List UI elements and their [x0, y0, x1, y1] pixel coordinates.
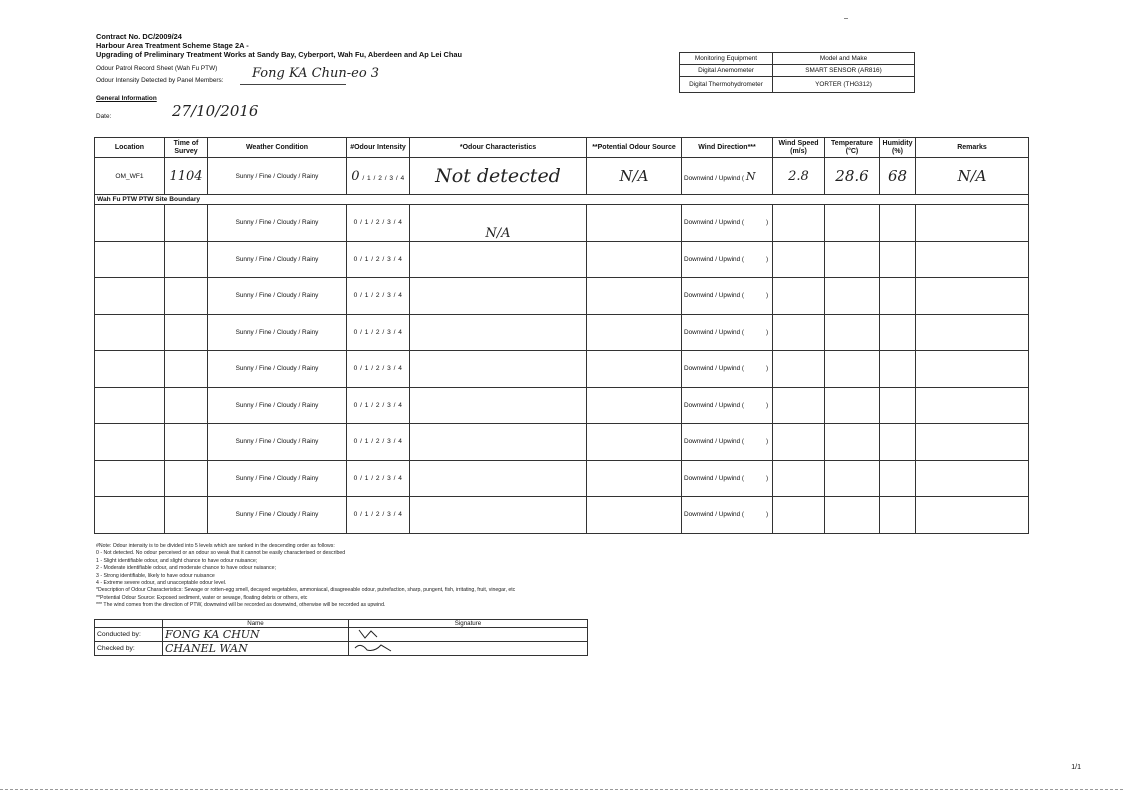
- wind-options: Downwind / Upwind (: [684, 401, 745, 409]
- humidity-cell: 68: [880, 158, 916, 195]
- table-row: [95, 241, 1029, 278]
- table-row: [95, 314, 1029, 351]
- weather-cell: Sunny / Fine / Cloudy / Rainy: [208, 497, 347, 534]
- weather-cell: Sunny / Fine / Cloudy / Rainy: [208, 460, 347, 497]
- remarks-cell: [916, 205, 1029, 242]
- wind-options: Downwind / Upwind (: [684, 219, 745, 227]
- checked-row: [95, 642, 588, 656]
- wind-direction-cell: [682, 497, 773, 534]
- time-cell: [165, 387, 208, 424]
- col-temperature: Temperature (°C): [825, 138, 880, 158]
- section-row: [95, 195, 1029, 205]
- intensity-cell: 0 / 1 / 2 / 3 / 4: [347, 278, 410, 315]
- note-line: *Description of Odour Characteristics: Sewage or rotten-egg smell, decayed vegetables, ammoniacal, disagreeable odour, putrefaction, sharp, pungent, fish, irritating, fruit, vinegar, etc: [96, 587, 516, 594]
- intensity-cell: 0 / 1 / 2 / 3 / 4: [347, 424, 410, 461]
- signature-scribble: [351, 628, 391, 639]
- wind-options: Downwind / Upwind (: [684, 438, 745, 446]
- col-wind-speed: Wind Speed (m/s): [773, 138, 825, 158]
- note-line: #Note: Odour intensity is to be divided into 5 levels which are ranked in the descending order as follows:: [96, 543, 335, 549]
- wind-options: Downwind / Upwind (: [684, 365, 745, 373]
- note-line: *** The wind comes from the direction of PTW, downwind will be recorded as downwind, otherwise will be recorded as upwind.: [96, 602, 386, 609]
- equipment-name: Digital Thermohydrometer: [680, 77, 773, 93]
- temperature-cell: [825, 278, 880, 315]
- wind-options: Downwind / Upwind (: [684, 174, 745, 182]
- characteristics-cell: N/A: [410, 205, 587, 242]
- wind-direction-cell: [682, 351, 773, 388]
- wind-direction-cell: [682, 314, 773, 351]
- wind-speed-cell: [773, 278, 825, 315]
- panel-underline: [240, 84, 346, 85]
- intensity-cell: 0 / 1 / 2 / 3 / 4: [347, 314, 410, 351]
- wind-speed-cell: 2.8: [773, 158, 825, 195]
- source-cell: [587, 241, 682, 278]
- remarks-cell: [916, 241, 1029, 278]
- source-cell: [587, 387, 682, 424]
- wind-speed-cell: [773, 314, 825, 351]
- col-source: **Potential Odour Source: [587, 138, 682, 158]
- remarks-cell: N/A: [916, 158, 1029, 195]
- intensity-cell: 0 / 1 / 2 / 3 / 4: [347, 387, 410, 424]
- wind-speed-cell: [773, 241, 825, 278]
- temperature-cell: [825, 314, 880, 351]
- signature-head: Signature: [349, 620, 588, 628]
- odour-patrol-table: [94, 137, 1029, 534]
- remarks-cell: [916, 278, 1029, 315]
- checked-name: CHANEL WAN: [163, 642, 349, 656]
- temperature-cell: [825, 460, 880, 497]
- characteristics-cell: [410, 497, 587, 534]
- section-label: Wah Fu PTW PTW Site Boundary: [95, 195, 1029, 205]
- wind-speed-cell: [773, 497, 825, 534]
- equipment-row: [680, 77, 915, 93]
- wind-close: ): [766, 255, 769, 263]
- table-row: [95, 460, 1029, 497]
- blank-head: [95, 620, 163, 628]
- weather-cell: [208, 158, 347, 195]
- wind-options: Downwind / Upwind (: [684, 511, 745, 519]
- conducted-signature: [349, 628, 588, 642]
- panel-member-handwriting: Fong KA Chun-eo 3: [252, 66, 380, 81]
- remarks-cell: [916, 460, 1029, 497]
- source-cell: [587, 497, 682, 534]
- humidity-cell: [880, 351, 916, 388]
- source-cell: N/A: [587, 158, 682, 195]
- humidity-cell: [880, 387, 916, 424]
- weather-cell: Sunny / Fine / Cloudy / Rainy: [208, 424, 347, 461]
- note-line: **Potential Odour Source: Exposed sediment, water or sewage, floating debris or others, etc: [96, 594, 308, 601]
- time-cell: [165, 351, 208, 388]
- scheme-title: Harbour Area Treatment Scheme Stage 2A -: [96, 41, 249, 50]
- wind-direction-value: N: [745, 169, 756, 183]
- intensity-cell: 0 / 1 / 2 / 3 / 4: [347, 460, 410, 497]
- source-cell: [587, 205, 682, 242]
- wind-close: ): [766, 401, 769, 409]
- characteristics-cell: [410, 460, 587, 497]
- col-weather: Weather Condition: [208, 138, 347, 158]
- humidity-cell: [880, 241, 916, 278]
- location-cell: [95, 351, 165, 388]
- wind-speed-cell: [773, 351, 825, 388]
- remarks-cell: [916, 387, 1029, 424]
- characteristics-cell: [410, 387, 587, 424]
- time-cell: [165, 314, 208, 351]
- table-row: [95, 158, 1029, 195]
- equipment-model: YORTER (THG312): [773, 77, 915, 93]
- page-number: 1/1: [1071, 764, 1081, 771]
- location-cell: [95, 424, 165, 461]
- remarks-cell: [916, 497, 1029, 534]
- wind-close: ): [766, 219, 769, 227]
- date-label: Date:: [96, 113, 112, 120]
- source-cell: [587, 460, 682, 497]
- wind-speed-cell: [773, 460, 825, 497]
- location-cell: [95, 460, 165, 497]
- note-line: 2 - Moderate identifiable odour, and moderate chance to have odour nuisance;: [96, 565, 276, 572]
- signature-scribble: [351, 642, 411, 653]
- wind-close: ): [766, 511, 769, 519]
- col-characteristics: *Odour Characteristics: [410, 138, 587, 158]
- table-row: [95, 205, 1029, 242]
- sheet-title: Odour Patrol Record Sheet (Wah Fu PTW): [96, 65, 218, 72]
- table-row: [95, 387, 1029, 424]
- source-cell: [587, 424, 682, 461]
- equipment-header-row: [680, 53, 915, 65]
- wind-options: Downwind / Upwind (: [684, 474, 745, 482]
- wind-direction-cell: [682, 387, 773, 424]
- col-time: Time of Survey: [165, 138, 208, 158]
- bottom-divider: [0, 789, 1123, 790]
- source-cell: [587, 351, 682, 388]
- time-cell: [165, 424, 208, 461]
- humidity-cell: [880, 314, 916, 351]
- source-cell: [587, 278, 682, 315]
- panel-label: Odour Intensity Detected by Panel Members:: [96, 77, 224, 84]
- note-line: 0 - Not detected. No odour perceived or an odour so weak that it cannot be easily characterised or described: [96, 550, 346, 557]
- wind-close: ): [766, 438, 769, 446]
- wind-direction-cell: [682, 460, 773, 497]
- characteristics-cell: [410, 351, 587, 388]
- wind-options: Downwind / Upwind (: [684, 292, 745, 300]
- works-title: Upgrading of Preliminary Treatment Works at Sandy Bay, Cyberport, Wah Fu, Aberdeen and Ap Lei Chau: [96, 50, 463, 59]
- remarks-cell: [916, 424, 1029, 461]
- notes: [96, 543, 515, 610]
- intensity-circled-value: 0: [351, 168, 361, 184]
- temperature-cell: [825, 241, 880, 278]
- model-head: Model and Make: [773, 53, 915, 65]
- location-cell: [95, 387, 165, 424]
- wind-direction-cell: [682, 424, 773, 461]
- intensity-cell: 0 / 1 / 2 / 3 / 4: [347, 351, 410, 388]
- col-wind-direction: Wind Direction***: [682, 138, 773, 158]
- table-row: [95, 351, 1029, 388]
- weather-options: Sunny / Fine / Cloudy / Rainy: [235, 172, 319, 180]
- characteristics-cell: [410, 241, 587, 278]
- temperature-cell: 28.6: [825, 158, 880, 195]
- humidity-cell: [880, 278, 916, 315]
- date-value: 27/10/2016: [172, 102, 259, 120]
- wind-speed-cell: [773, 424, 825, 461]
- conducted-name: FONG KA CHUN: [163, 628, 349, 642]
- wind-speed-cell: [773, 205, 825, 242]
- note-line: 1 - Slight identifiable odour, and slight chance to have odour nuisance;: [96, 557, 258, 564]
- time-cell: [165, 460, 208, 497]
- intensity-cell: 0 / 1 / 2 / 3 / 4: [347, 241, 410, 278]
- header-row: [95, 138, 1029, 158]
- location-cell: [95, 497, 165, 534]
- signature-table: [94, 619, 588, 656]
- temperature-cell: [825, 497, 880, 534]
- intensity-cell: 0 / 1 / 2 / 3 / 4: [347, 497, 410, 534]
- signature-header-row: [95, 620, 588, 628]
- col-humidity: Humidity (%): [880, 138, 916, 158]
- intensity-options: / 1 / 2 / 3 / 4: [362, 174, 405, 182]
- equipment-model: SMART SENSOR (AR816): [773, 65, 915, 77]
- location-cell: [95, 241, 165, 278]
- weather-cell: Sunny / Fine / Cloudy / Rainy: [208, 205, 347, 242]
- blank-rows: [95, 205, 1029, 534]
- time-cell: [165, 278, 208, 315]
- col-remarks: Remarks: [916, 138, 1029, 158]
- weather-cell: Sunny / Fine / Cloudy / Rainy: [208, 241, 347, 278]
- wind-speed-cell: [773, 387, 825, 424]
- time-cell: 1104: [165, 158, 208, 195]
- humidity-cell: [880, 424, 916, 461]
- conducted-label: Conducted by:: [95, 628, 163, 642]
- equipment-table: [679, 52, 915, 93]
- humidity-cell: [880, 460, 916, 497]
- wind-direction-cell: [682, 205, 773, 242]
- temperature-cell: [825, 387, 880, 424]
- temperature-cell: [825, 351, 880, 388]
- characteristics-cell: Not detected: [410, 158, 587, 195]
- wind-close: ): [766, 365, 769, 373]
- table-row: [95, 278, 1029, 315]
- weather-cell: Sunny / Fine / Cloudy / Rainy: [208, 278, 347, 315]
- humidity-cell: [880, 497, 916, 534]
- location-cell: OM_WF1: [95, 158, 165, 195]
- wind-direction-cell: [682, 241, 773, 278]
- location-cell: [95, 205, 165, 242]
- wind-direction-cell: [682, 278, 773, 315]
- general-info-label: General Information: [96, 95, 157, 102]
- equipment-name: Digital Anemometer: [680, 65, 773, 77]
- characteristics-cell: [410, 278, 587, 315]
- checked-label: Checked by:: [95, 642, 163, 656]
- table-row: [95, 497, 1029, 534]
- wind-options: Downwind / Upwind (: [684, 255, 745, 263]
- wind-direction-cell: [682, 158, 773, 195]
- equipment-row: [680, 65, 915, 77]
- wind-close: ): [766, 474, 769, 482]
- humidity-cell: [880, 205, 916, 242]
- temperature-cell: [825, 424, 880, 461]
- intensity-cell: [347, 158, 410, 195]
- note-line: 4 - Extreme severe odour, and unacceptable odour level.: [96, 580, 227, 587]
- remarks-cell: [916, 351, 1029, 388]
- table-row: [95, 424, 1029, 461]
- remarks-cell: [916, 314, 1029, 351]
- corner-mark: [844, 18, 848, 19]
- intensity-cell: 0 / 1 / 2 / 3 / 4: [347, 205, 410, 242]
- weather-cell: Sunny / Fine / Cloudy / Rainy: [208, 351, 347, 388]
- time-cell: [165, 241, 208, 278]
- temperature-cell: [825, 205, 880, 242]
- weather-cell: Sunny / Fine / Cloudy / Rainy: [208, 387, 347, 424]
- time-cell: [165, 205, 208, 242]
- location-cell: [95, 278, 165, 315]
- wind-close: ): [766, 292, 769, 300]
- conducted-row: [95, 628, 588, 642]
- wind-options: Downwind / Upwind (: [684, 328, 745, 336]
- characteristics-cell: [410, 314, 587, 351]
- wind-close: ): [766, 328, 769, 336]
- checked-signature: [349, 642, 588, 656]
- contract-number: Contract No. DC/2009/24: [96, 32, 182, 41]
- source-cell: [587, 314, 682, 351]
- name-head: Name: [163, 620, 349, 628]
- location-cell: [95, 314, 165, 351]
- characteristics-cell: [410, 424, 587, 461]
- weather-cell: Sunny / Fine / Cloudy / Rainy: [208, 314, 347, 351]
- col-intensity: #Odour Intensity: [347, 138, 410, 158]
- col-location: Location: [95, 138, 165, 158]
- equipment-head: Monitoring Equipment: [680, 53, 773, 65]
- time-cell: [165, 497, 208, 534]
- note-line: 3 - Strong identifiable, likely to have odour nuisance: [96, 572, 215, 579]
